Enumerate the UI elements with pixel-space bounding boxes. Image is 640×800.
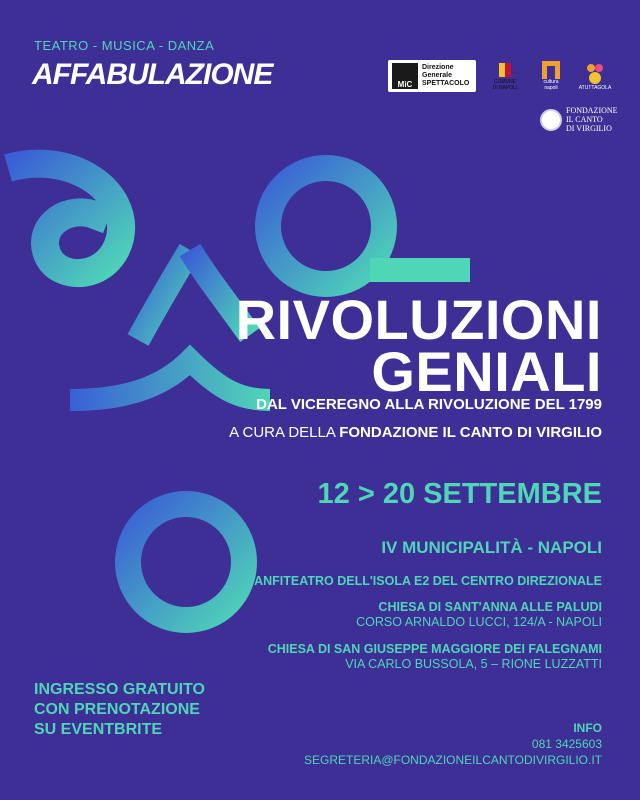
entry-line2: CON PRENOTAZIONE: [34, 701, 200, 718]
municipality: IV MUNICIPALITÀ - NAPOLI: [381, 538, 602, 557]
atuttagola-logo: [578, 60, 612, 92]
fondazione-line3: DI VIRGILIO: [566, 124, 612, 133]
fondazione-line2: IL CANTO: [566, 115, 603, 124]
fondazione-logo: [540, 106, 618, 133]
mic-line3: SPETTACOLO: [422, 80, 470, 87]
entry-line3: SU EVENTBRITE: [34, 721, 163, 738]
venue-3-address: VIA CARLO BUSSOLA, 5 – RIONE LUZZATTI: [345, 657, 602, 671]
crest-icon: [498, 61, 512, 79]
curator-prefix: A CURA DELLA: [229, 424, 336, 441]
mic-line1: Direzione: [422, 64, 454, 71]
event-subtitle: DAL VICEREGNO ALLA RIVOLUZIONE DEL 1799: [256, 396, 602, 413]
brand-suffix: ZIONE: [185, 58, 273, 91]
seal-icon: [540, 109, 562, 131]
glyph-ring-top: [268, 168, 384, 284]
venue-2: [356, 600, 602, 630]
glyph-curl: [8, 164, 121, 273]
curator-line: [229, 424, 602, 441]
event-title-line2: GENIALI: [371, 340, 602, 403]
brand-mid: FABULA: [70, 58, 186, 91]
napoli-label: COMUNE DI NAPOLI: [492, 79, 518, 91]
brand-prefix: AF: [32, 58, 70, 91]
entry-info: [34, 680, 205, 740]
event-title-line1: RIVOLUZIONI: [235, 288, 602, 351]
info-phone: 081 3425603: [531, 737, 602, 751]
venue-2-address: CORSO ARNALDO LUCCI, 124/A - NAPOLI: [356, 615, 602, 629]
atuttagola-icon: [586, 63, 604, 85]
cultura-icon: [542, 61, 560, 79]
cultura-label: cultura napoli: [543, 79, 559, 91]
contact-info: [304, 720, 602, 768]
venue-3: [268, 642, 602, 672]
mic-line2: Generale: [422, 72, 452, 79]
venue-1: [254, 574, 602, 588]
venue-3-name: CHIESA DI SAN GIUSEPPE MAGGIORE DEI FALEGNAMI: [267, 642, 602, 656]
curator-name: FONDAZIONE IL CANTO DI VIRGILIO: [339, 424, 602, 441]
atuttagola-label: ATUTTAGOLA: [578, 85, 612, 91]
tagline: TEATRO - MUSICA - DANZA: [34, 38, 215, 53]
fondazione-line1: FONDAZIONE: [566, 106, 618, 115]
info-email: SEGRETERIA@FONDAZIONEILCANTODIVIRGILIO.IT: [303, 753, 602, 767]
cultura-napoli-logo: [538, 60, 564, 92]
entry-line1: INGRESSO GRATUITO: [34, 681, 205, 698]
mic-logo: [388, 60, 476, 92]
venue-2-name: CHIESA DI SANT'ANNA ALLE PALUDI: [378, 600, 602, 614]
info-label: INFO: [573, 721, 602, 735]
venue-1-name: ANFITEATRO DELL'ISOLA E2 DEL CENTRO DIREZIONALE: [254, 574, 602, 588]
comune-napoli-logo: [492, 60, 518, 92]
brand-logo: [32, 58, 272, 92]
event-dates: 12 > 20 SETTEMBRE: [317, 478, 602, 510]
glyph-branch: [70, 360, 270, 400]
mic-mark: MiC: [392, 63, 418, 89]
glyph-ring-bottom: [128, 504, 244, 620]
